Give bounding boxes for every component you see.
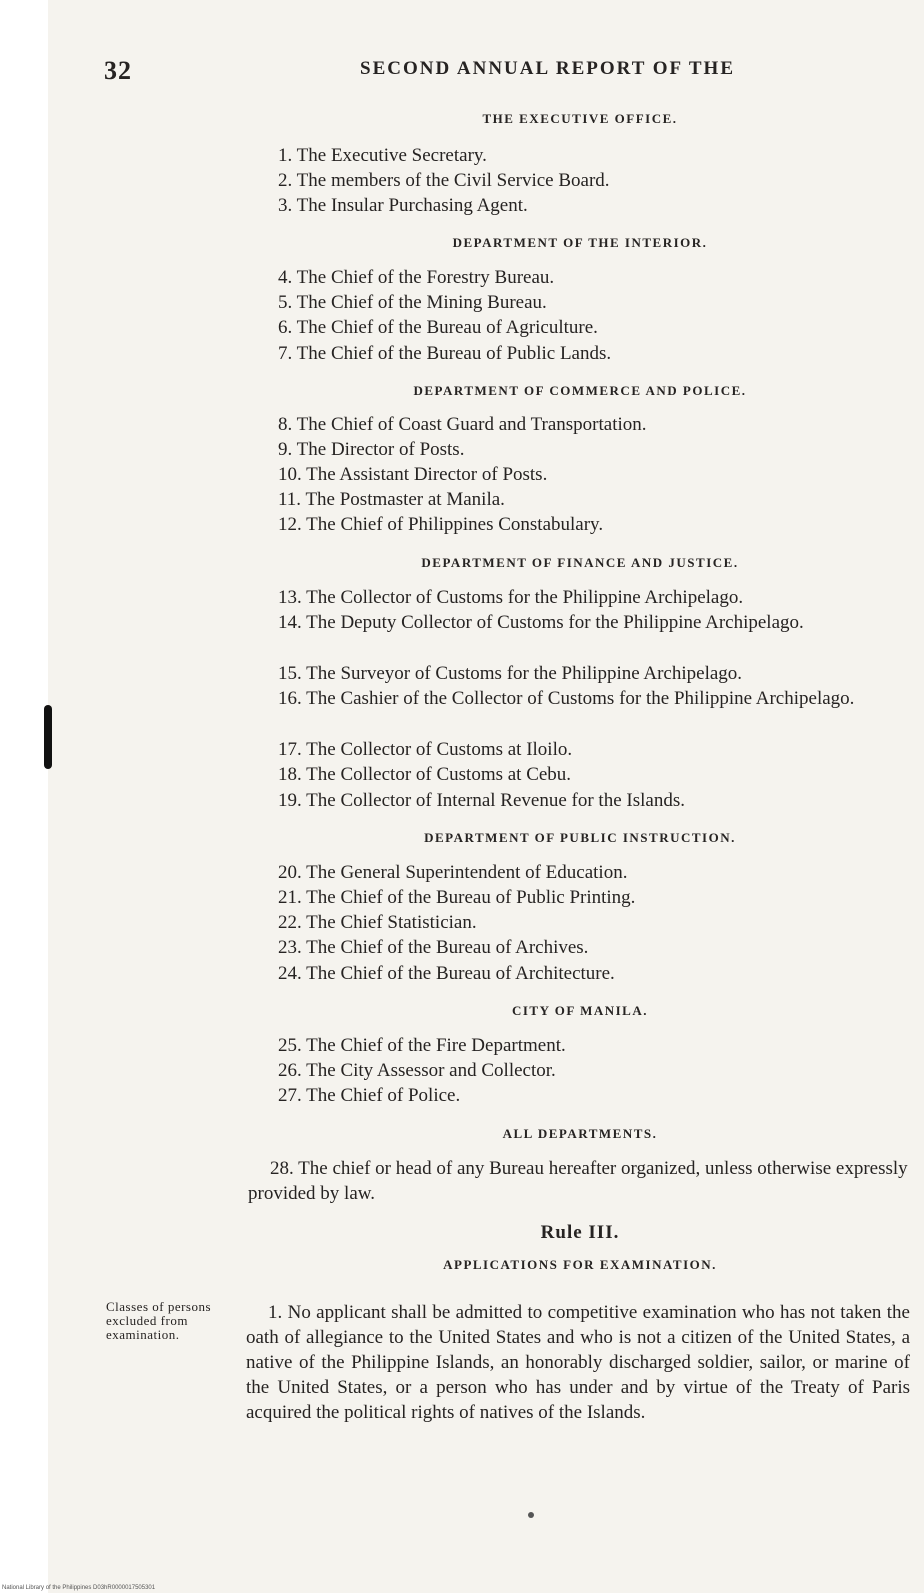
running-head: SECOND ANNUAL REPORT OF THE <box>360 58 735 79</box>
list-item: 24. The Chief of the Bureau of Architecture. <box>278 963 615 984</box>
rule-paragraph: 1. No applicant shall be admitted to competitive examination who has not taken the oath of allegiance to the United States and who is not a citizen of the United States, a native of the Philippine Islands, an honorably discharged soldier, sailor, or marine of the United States, or a person who has under and by virtue of the Treaty of Paris acquired the political rights of natives of the Islands. <box>246 1302 910 1423</box>
list-item: 3. The Insular Purchasing Agent. <box>278 195 528 216</box>
list-item: 1. The Executive Secretary. <box>278 145 487 166</box>
list-item: 11. The Postmaster at Manila. <box>278 489 505 510</box>
rule-subtitle: APPLICATIONS FOR EXAMINATION. <box>443 1257 717 1272</box>
list-item: 22. The Chief Statistician. <box>278 912 477 933</box>
list-item: 20. The General Superintendent of Education. <box>278 862 628 883</box>
list-item: 18. The Collector of Customs at Cebu. <box>278 764 572 785</box>
section-heading-finance-justice: DEPARTMENT OF FINANCE AND JUSTICE. <box>421 555 739 570</box>
rule-title: Rule III. <box>540 1222 620 1243</box>
section-heading-executive-office: THE EXECUTIVE OFFICE. <box>482 111 678 126</box>
list-item: 10. The Assistant Director of Posts. <box>278 464 548 485</box>
library-credit: National Library of the Philippines D03hR0000017505301 <box>2 1585 156 1591</box>
binding-mark <box>44 705 52 769</box>
scan-margin <box>0 0 48 1593</box>
list-item: 9. The Director of Posts. <box>278 439 465 460</box>
ink-speck <box>528 1512 534 1518</box>
section-heading-commerce-police: DEPARTMENT OF COMMERCE AND POLICE. <box>413 383 747 398</box>
list-item: 15. The Surveyor of Customs for the Philippine Archipelago. <box>278 663 743 684</box>
list-item: 19. The Collector of Internal Revenue for the Islands. <box>278 790 685 811</box>
list-item: 27. The Chief of Police. <box>278 1085 461 1106</box>
list-item: 17. The Collector of Customs at Iloilo. <box>278 739 573 760</box>
list-item: 5. The Chief of the Mining Bureau. <box>278 292 547 313</box>
list-item: 7. The Chief of the Bureau of Public Lands. <box>278 343 612 364</box>
list-item: 14. The Deputy Collector of Customs for the Philippine Archipelago. <box>278 612 804 633</box>
section-heading-city-of-manila: CITY OF MANILA. <box>511 1003 648 1018</box>
list-item: 16. The Cashier of the Collector of Customs for the Philippine Archipelago. <box>278 688 855 709</box>
page-number: 32 <box>104 56 132 85</box>
section-heading-public-instruction: DEPARTMENT OF PUBLIC INSTRUCTION. <box>424 830 736 845</box>
list-item: 13. The Collector of Customs for the Philippine Archipelago. <box>278 587 744 608</box>
list-item: 2. The members of the Civil Service Board. <box>278 170 610 191</box>
list-item: 21. The Chief of the Bureau of Public Printing. <box>278 887 636 908</box>
list-item: 12. The Chief of Philippines Constabulary. <box>278 514 604 535</box>
list-item: 23. The Chief of the Bureau of Archives. <box>278 937 589 958</box>
section-heading-all-departments: ALL DEPARTMENTS. <box>502 1126 658 1141</box>
margin-note: Classes of persons excluded from examination. <box>106 1299 212 1342</box>
list-item: 26. The City Assessor and Collector. <box>278 1060 556 1081</box>
list-item: 25. The Chief of the Fire Department. <box>278 1035 566 1056</box>
list-item: 4. The Chief of the Forestry Bureau. <box>278 267 555 288</box>
list-item: 6. The Chief of the Bureau of Agriculture. <box>278 317 598 338</box>
list-item: 28. The chief or head of any Bureau hereafter organized, unless otherwise expressly provided by law. <box>248 1158 908 1204</box>
list-item: 8. The Chief of Coast Guard and Transportation. <box>278 414 647 435</box>
section-heading-interior: DEPARTMENT OF THE INTERIOR. <box>452 235 708 250</box>
